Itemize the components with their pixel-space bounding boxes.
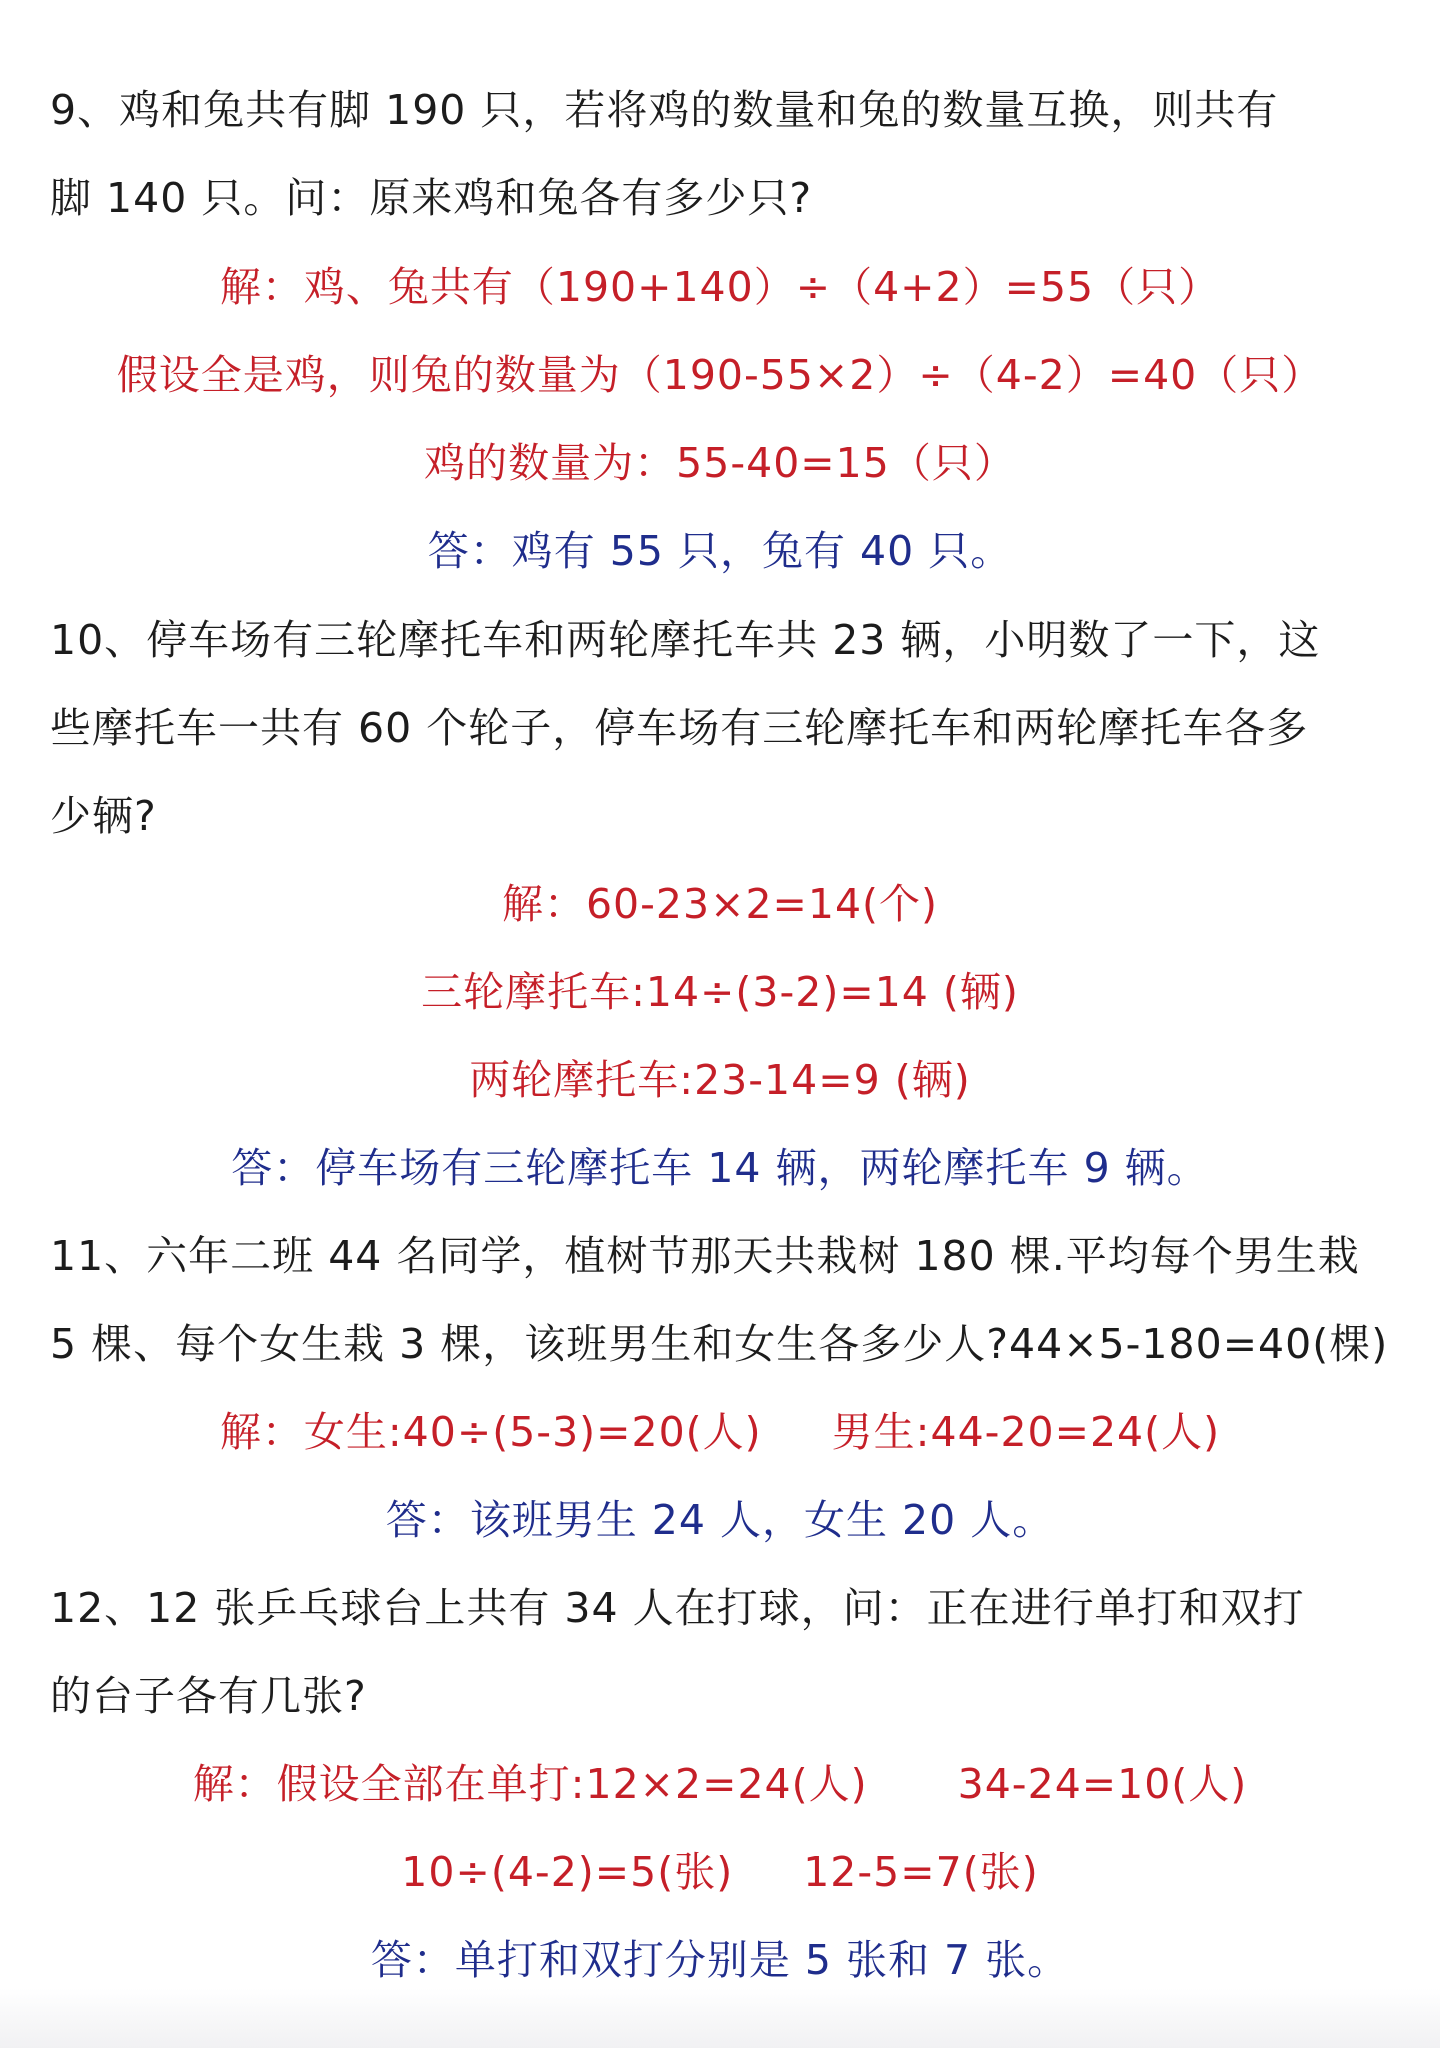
problem-9-solution-line-3: 鸡的数量为：55-40=15（只） xyxy=(424,439,1016,487)
problem-12-solution-line-2 xyxy=(0,1844,1440,1900)
problem-12-question-line-2: 的台子各有几张? xyxy=(50,1672,367,1720)
problem-9-question-line-2: 脚 140 只。问：原来鸡和兔各有多少只? xyxy=(50,174,813,222)
problem-12-solution-step-2: 34-24=10(人) xyxy=(957,1760,1248,1808)
problem-11-question-line-1: 11、六年二班 44 名同学，植树节那天共栽树 180 棵.平均每个男生栽 xyxy=(50,1232,1360,1280)
problem-11-question-line-2: 5 棵、每个女生栽 3 棵，该班男生和女生各多少人?44×5-180=40(棵) xyxy=(50,1320,1389,1368)
problem-10-answer: 答：停车场有三轮摩托车 14 辆，两轮摩托车 9 辆。 xyxy=(231,1144,1209,1192)
problem-10-question-line-1: 10、停车场有三轮摩托车和两轮摩托车共 23 辆，小明数了一下，这 xyxy=(50,616,1321,664)
problem-10-question-line-3: 少辆? xyxy=(50,792,157,840)
problem-12-question-line-1: 12、12 张乒乓球台上共有 34 人在打球，问：正在进行单打和双打 xyxy=(50,1584,1305,1632)
page-bottom-shadow xyxy=(0,1988,1440,2048)
problem-9-solution-line-2: 假设全是鸡，则兔的数量为（190-55×2）÷（4-2）=40（只） xyxy=(116,351,1324,399)
problem-11-solution xyxy=(0,1404,1440,1460)
problem-11-answer: 答：该班男生 24 人，女生 20 人。 xyxy=(385,1496,1055,1544)
problem-12-solution-step-1: 解：假设全部在单打:12×2=24(人) xyxy=(192,1760,868,1808)
problem-12-solution-step-4: 12-5=7(张) xyxy=(803,1848,1039,1896)
problem-9-question-line-1: 9、鸡和兔共有脚 190 只，若将鸡的数量和兔的数量互换，则共有 xyxy=(50,86,1279,134)
problem-12-solution-line-1 xyxy=(0,1756,1440,1812)
problem-10-question-line-2: 些摩托车一共有 60 个轮子，停车场有三轮摩托车和两轮摩托车各多 xyxy=(50,704,1309,752)
problem-10-solution-line-2: 三轮摩托车:14÷(3-2)=14 (辆) xyxy=(421,968,1019,1016)
problem-10-solution-line-1: 解：60-23×2=14(个) xyxy=(501,880,939,928)
problem-9-answer: 答：鸡有 55 只，兔有 40 只。 xyxy=(427,527,1013,575)
problem-12-answer: 答：单打和双打分别是 5 张和 7 张。 xyxy=(370,1936,1070,1984)
problem-9-solution-line-1: 解：鸡、兔共有（190+140）÷（4+2）=55（只） xyxy=(219,263,1221,311)
problem-10-solution-line-3: 两轮摩托车:23-14=9 (辆) xyxy=(469,1056,971,1104)
problem-11-solution-boys: 男生:44-20=24(人) xyxy=(831,1408,1221,1456)
problem-12-solution-step-3: 10÷(4-2)=5(张) xyxy=(401,1848,734,1896)
problem-11-solution-girls: 解：女生:40÷(5-3)=20(人) xyxy=(219,1408,762,1456)
